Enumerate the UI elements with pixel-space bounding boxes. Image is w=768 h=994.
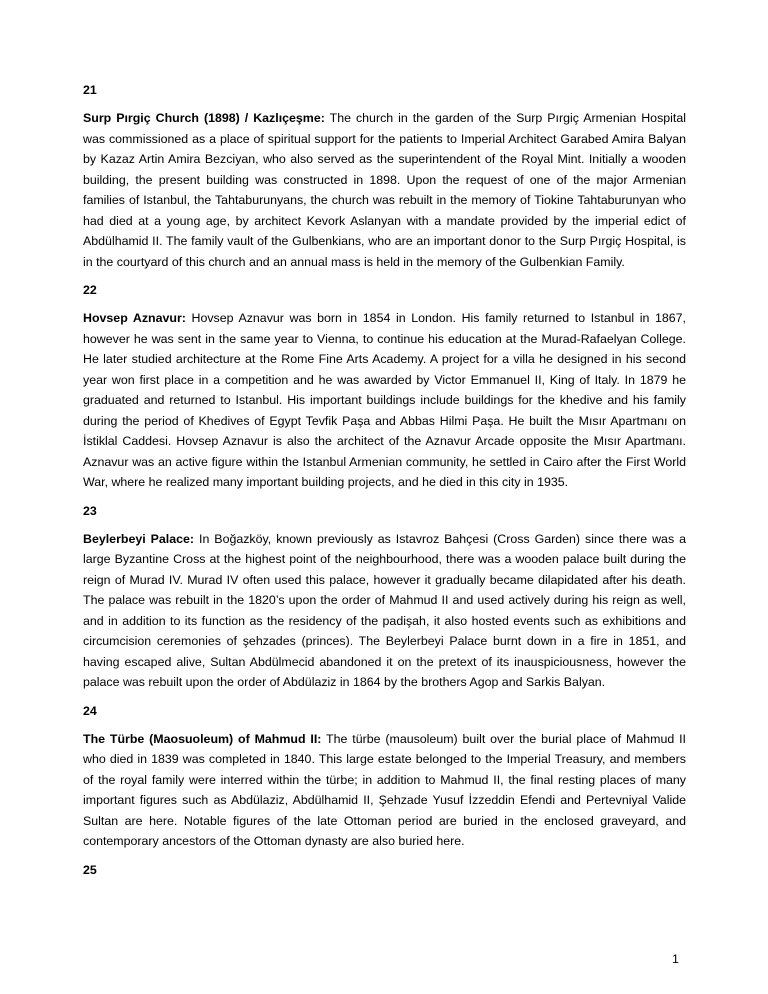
entry-hovsep-aznavur bbox=[83, 308, 686, 493]
section-number-23: 23 bbox=[83, 503, 97, 518]
document-page bbox=[83, 82, 686, 888]
entry-title: Hovsep Aznavur: bbox=[83, 311, 186, 325]
entry-text: The church in the garden of the Surp Pırgiç Armenian Hospital was commissioned as a place of spiritual support for the patients to Imperial Architect Garabed Amira Balyan by Kazaz Artin Amira Bezciyan, who also served as the superintendent of the Royal Mint. Initially a wooden building, the present building was constructed in 1898. Upon the request of one of the major Armenian families of Istanbul, the Tahtaburunyans, the church was rebuilt in the memory of Tiokine Tahtaburunyan who had died at a young age, by architect Kevork Aslanyan with a mandate provided by the imperial edict of Abdülhamid II. The family vault of the Gulbenkians, who are an important donor to the Surp Pırgiç Hospital, is in the courtyard of this church and an annual mass is held in the memory of the Gulbenkian Family. bbox=[83, 111, 687, 269]
section-number-24: 24 bbox=[83, 703, 97, 718]
entry-title: Surp Pırgiç Church (1898) / Kazlıçeşme: bbox=[83, 111, 325, 125]
entry-title: The Türbe (Maosuoleum) of Mahmud II: bbox=[83, 731, 322, 746]
entry-text: In Boğazköy, known previously as Istavroz Bahçesi (Cross Garden) since there was a large Byzantine Cross at the highest point of the neighbourhood, there was a wooden palace built during the reign of Murad IV. Murad IV often used this palace, however it gradually became dilapidated after his death. The palace was rebuilt in the 1820’s upon the order of Mahmud II and used actively during his reign as well, and in addition to its function as the residency of the padişah, it also hosted events such as exhibitions and circumcision ceremonies of şehzades (princes). The Beylerbeyi Palace burnt down in a fire in 1851, and having escaped alive, Sultan Abdülmecid abandoned it on the pretext of its inauspiciousness, however the palace was rebuilt upon the order of Abdülaziz in 1864 by the brothers Agop and Sarkis Balyan. bbox=[83, 531, 686, 689]
entry-text: The türbe (mausoleum) built over the burial place of Mahmud II who died in 1839 was completed in 1840. This large estate belonged to the Imperial Treasury, and members of the royal family were interred within the türbe; in addition to Mahmud II, the final resting places of many important figures such as Abdülaziz, Abdülhamid II, Şehzade Yusuf İzzeddin Efendi and Pertevniyal Valide Sultan are here. Notable figures of the late Ottoman period are buried in the enclosed graveyard, and contemporary ancestors of the Ottoman dynasty are also buried here. bbox=[83, 731, 686, 848]
section-number-22: 22 bbox=[83, 283, 97, 297]
section-number-25: 25 bbox=[83, 862, 97, 877]
entry-text: Hovsep Aznavur was born in 1854 in London. His family returned to Istanbul in 1867, however he was sent in the same year to Vienna, to continue his education at the Murad-Rafaelyan College. He later studied architecture at the Rome Fine Arts Academy. A project for a villa he designed in his second year won first place in a competition and he was awarded by Victor Emmanuel II, King of Italy. In 1879 he graduated and returned to Istanbul. His important buildings include buildings for the khedive and his family during the period of Khedives of Egypt Tevfik Paşa and Abbas Hilmi Paşa. He built the Mısır Apartmanı on İstiklal Caddesi. Hovsep Aznavur is also the architect of the Aznavur Arcade opposite the Mısır Apartmanı. Aznavur was an active figure within the Istanbul Armenian community, he settled in Cairo after the First World War, where he realized many important building projects, and he died in this city in 1935. bbox=[83, 311, 686, 489]
section-number-21: 21 bbox=[83, 83, 97, 97]
entry-title: Beylerbeyi Palace: bbox=[83, 531, 195, 546]
page-number: 1 bbox=[672, 952, 679, 966]
entry-beylerbeyi-palace bbox=[83, 529, 686, 693]
entry-turbe-mahmud-ii bbox=[83, 729, 686, 852]
entry-surp-pirgic-church bbox=[83, 108, 686, 272]
